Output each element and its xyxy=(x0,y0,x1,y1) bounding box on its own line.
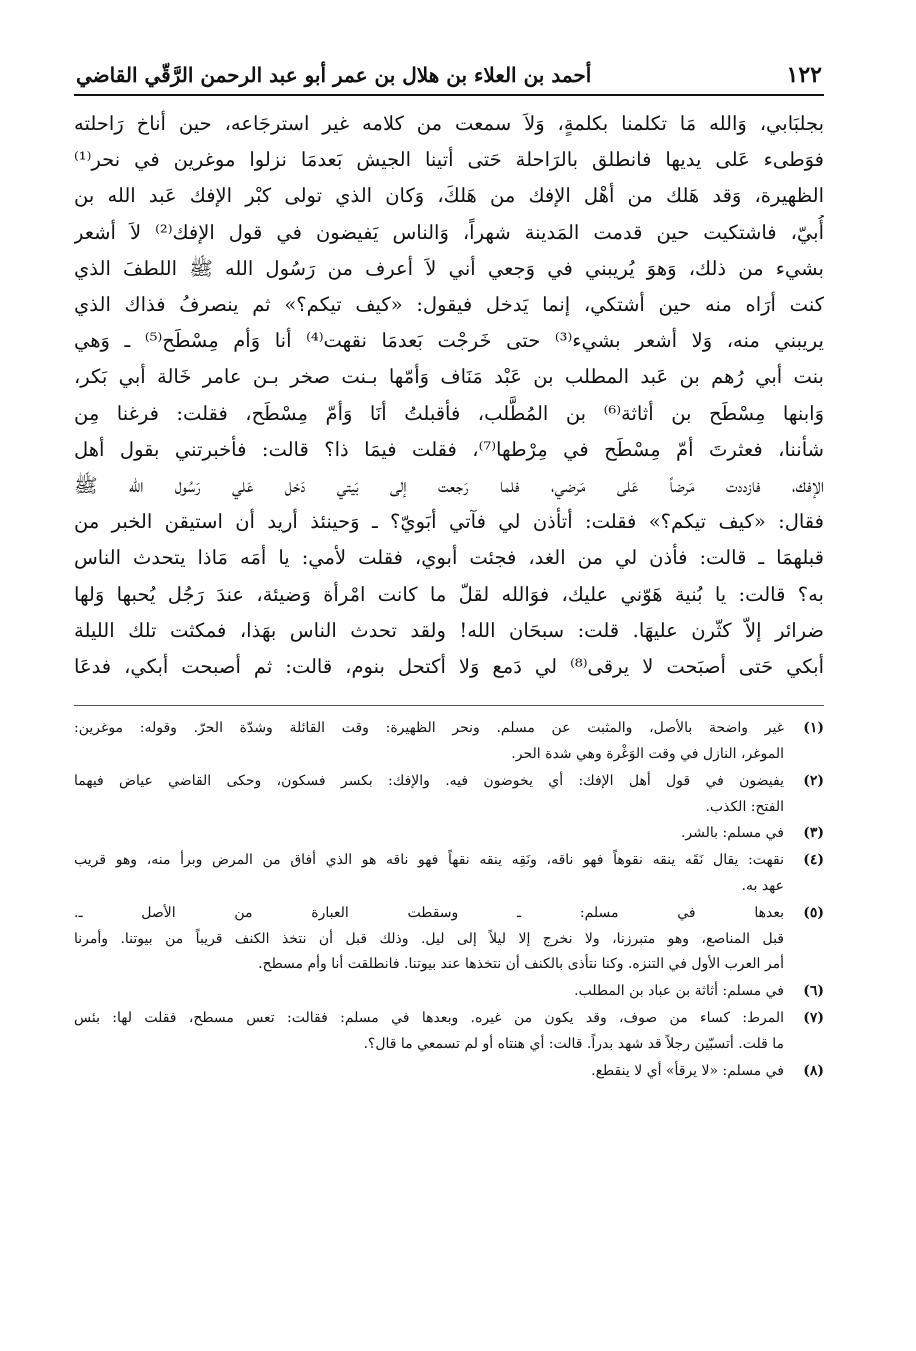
footnote-text xyxy=(74,979,784,1005)
running-title: أحمد بن العلاء بن هلال بن عمر أبو عبد الرحمن الرَّقّي القاضي xyxy=(76,63,592,87)
footnote-line: نقهت: يقال نَقَه ينقه نقوهاً فهو ناقه، ونَقِه ينقه نقهاً فهو ناقه هو الذي أفاق من المرض وبرأ منه، وهو قريب xyxy=(74,852,784,869)
footnote-text xyxy=(74,1006,784,1058)
footnote xyxy=(74,821,824,847)
footnote-text xyxy=(74,901,784,978)
footnote-text xyxy=(74,821,784,847)
book-page xyxy=(74,62,824,1085)
text-line: قبلهمَا ـ قالت: فأذن لي من الغد، فجئت أبوي، فقلت لأمي: يا أمَه مَاذا يتحدث الناس xyxy=(74,546,824,570)
footnote-line: بعدها في مسلم: ـ وسقطت العبارة من الأصل ـ. xyxy=(74,904,784,921)
page-number: ١٢٢ xyxy=(786,62,822,88)
footnote-number: (٥) xyxy=(803,904,824,921)
text-line: كنت أرَاه منه حين أشتكي، إنما يَدخل فيقول: «كيف تيكم؟» ثم ينصرفُ فذاك الذي xyxy=(74,293,824,317)
text-line: يريبني منه، وَلا أشعر بشيء⁽³⁾ حتى خَرجْت بَعدمَا نقهت⁽⁴⁾ أنا وَأم مِسْطَح⁽⁵⁾ ـ وَهي xyxy=(74,329,824,353)
footnote-number: (٤) xyxy=(803,852,824,869)
footnote-number: (١) xyxy=(803,720,824,737)
footnote-line: أمر العرب الأول في التنزه. وكنا نتأذى بالكنف أن نتخذها عند بيوتنا. فانطلقت أنا وأم مسطح. xyxy=(258,956,784,973)
footnote-line: في مسلم: أثاثة بن عباد بن المطلب. xyxy=(574,983,784,1000)
text-line: أبكي حَتى أصبَحت لا يرقى⁽⁸⁾ لي دَمع وَلا أكتحل بنوم، قالت: ثم أصبحت أبكي، فدعَا xyxy=(74,655,824,679)
footnote-number: (٨) xyxy=(803,1062,824,1079)
text-line: بشيء من ذلك، وَهوَ يُريبني في وَجعي أني لاَ أعرف من رَسُول الله ﷺ اللطفَ الذي xyxy=(74,256,824,280)
footnote-number: (٢) xyxy=(803,772,824,789)
footnote-line: في مسلم: «لا يرقأ» أي لا ينقطع. xyxy=(591,1062,784,1079)
footnote-text xyxy=(74,848,784,900)
footnote-text xyxy=(74,1059,784,1085)
footnote xyxy=(74,848,824,900)
text-line: الإفك، فازددت مَرضاً عَلى مَرضي، فلما رَجعت إلى بَيتي دَخل عَلي رَسُول الله ﷺ xyxy=(74,474,824,498)
footnote-text xyxy=(74,769,784,821)
text-line: الظهيرة، وَقد هَلك من أهْل الإفك من هَلكَ، وَكان الذي تولى كبْر الإفك عَبد الله بن xyxy=(74,184,824,208)
footnote-line: ما قلت. أتسبّين رجلاً قد شهد بدراً. قالت: أي هنتاه أو لم تسمعي ما قال؟. xyxy=(363,1035,784,1052)
footnote xyxy=(74,901,824,978)
footnote xyxy=(74,716,824,768)
text-line: به؟ قالت: يا بُنية هَوّني عليك، فوَالله لقلّ ما كانت امْرأة وَضيئة، عندَ رَجُل يُحبها وَلها xyxy=(74,582,824,606)
footnote-line: قبل المناصع، وهو متبرزنا، ولا نخرج إلا ليلاً إلى ليل. وذلك قبل أن نتخذ الكنف قريباً من بيوتنا. وأمرنا xyxy=(74,930,784,947)
footnote-line: عهد به. xyxy=(741,878,784,895)
footnote xyxy=(74,1006,824,1058)
text-line: بنت أبي رُهم بن عَبد المطلب بن عَبْد مَنَاف وَأمّها بـنت صخر بـن عامر خَالة أبي بَكر، xyxy=(74,365,824,389)
footnote-line: الموغر، النازل في وقت الوَغْرة وهي شدة الحر. xyxy=(511,746,784,763)
text-line: بجلبَابي، وَالله مَا تكلمنا بكلمةٍ، وَلاَ سمعت من كلامه غير استرجَاعه، حين أناخ رَاحلته xyxy=(74,112,824,135)
main-text xyxy=(74,106,824,685)
footnote xyxy=(74,1059,824,1085)
text-line: أُبيّ، فاشتكيت حين قدمت المَدينة شهراً، وَالناس يَفيضون في قول الإفك⁽²⁾ لاَ أشعر xyxy=(74,220,824,244)
footnote-text xyxy=(74,716,784,768)
footnote-line: الفتح: الكذب. xyxy=(705,798,784,815)
footnote xyxy=(74,769,824,821)
footnote-line: غير واضحة بالأصل، والمثبت عن مسلم. ونحر الظهيرة: وقت القائلة وشدّة الحرّ. وقوله: موغرين: xyxy=(74,720,784,737)
text-line: وَابنها مِسْطَح بن أثاثة⁽⁶⁾ بن المُطَّلب، فأقبلتُ أنَا وَأمّ مِسْطَح، فقلت: فرغنا مِن xyxy=(74,401,824,425)
footnote-number: (٦) xyxy=(803,983,824,1000)
text-line: شأننا، فعثرتَ أمّ مِسْطَح في مِرْطها⁽⁷⁾، فقلت فيمَا ذا؟ قالت: فأخبرتني بقول أهل xyxy=(74,437,824,461)
text-line: فوَطىء عَلى يديها فانطلق بالرَاحلة حَتى أتينا الجيش بَعدمَا نزلوا موغرين في نحر⁽¹⁾ xyxy=(74,148,824,172)
footnote-number: (٧) xyxy=(803,1010,824,1027)
footnote xyxy=(74,979,824,1005)
footnote-number: (٣) xyxy=(803,825,824,842)
footnote-line: في مسلم: بالشر. xyxy=(680,825,784,842)
text-line: فقال: «كيف تيكم؟» فقلت: أتأذن لي فآتي أبَويّ؟ ـ وَحينئذ أريد أن استيقن الخبر من xyxy=(74,510,824,534)
text-line: ضرائر إلاّ كثّرن عليهَا. قلت: سبحَان الله! ولقد تحدث الناس بهَذا، فمكثت تلك الليلة xyxy=(74,618,824,642)
page-header xyxy=(74,62,824,96)
footnote-line: يفيضون في قول أهل الإفك: أي يخوضون فيه. والإفك: بكسر فسكون، وحكى القاضي عياض فيهما xyxy=(74,772,784,789)
footnote-line: المرط: كساء من صوف، وقد يكون من غيره. وبعدها في مسلم: فقالت: تعس مسطح، فقلت لها: بئس xyxy=(74,1010,784,1027)
footnotes-section xyxy=(74,705,824,1084)
